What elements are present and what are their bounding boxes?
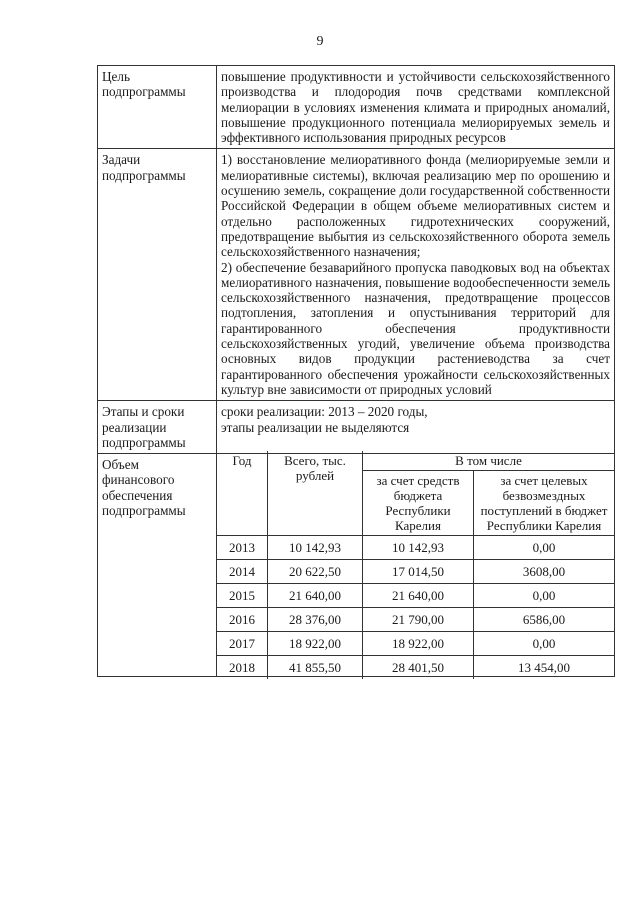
total-cell: 18 922,00 <box>268 632 363 656</box>
year-cell: 2014 <box>217 560 268 584</box>
tasks-content <box>217 149 615 401</box>
table-row <box>217 584 614 608</box>
grants-cell: 0,00 <box>474 584 615 608</box>
financing-table <box>217 451 614 679</box>
table-row <box>217 536 614 560</box>
task-item-1: 1) восстановление мелиоративного фонда (мелиорируемые земли и мелиоративные системы), включая реализацию мер по орошению и осушению земель, сокращение доли государственной собственности Российской Федерации в общем объеме мелиоративных систем и отдельно расположенных гидротехнических сооружений, предотвращение выбытия из сельскохозяйственного оборота земель сельскохозяйственного назначения; <box>221 152 610 260</box>
table-row <box>217 632 614 656</box>
budget-cell: 28 401,50 <box>363 656 474 680</box>
header-grants: за счет целевых безвозмездных поступлений в бюджет Республики Карелия <box>474 471 615 536</box>
page-number: 9 <box>316 34 324 49</box>
table-row <box>217 656 614 680</box>
financing-row <box>98 454 615 677</box>
stages-row <box>98 401 615 454</box>
budget-cell: 21 790,00 <box>363 608 474 632</box>
stages-label: Этапы и сроки реализации подпрограммы <box>98 401 217 454</box>
header-year: Год <box>217 451 268 536</box>
budget-cell: 21 640,00 <box>363 584 474 608</box>
header-budget: за счет средств бюджета Республики Карелия <box>363 471 474 536</box>
goal-text: повышение продуктивности и устойчивости сельскохозяйственного производства и плодородия почв средствами комплексной мелиорации в условиях изменения климата и природных аномалий, повышение продукционного потенциала мелиорируемых земель и эффективного использования природных ресурсов <box>217 66 615 149</box>
total-cell: 20 622,50 <box>268 560 363 584</box>
financing-cell <box>217 454 615 677</box>
goal-row <box>98 66 615 149</box>
passport-table <box>97 65 615 677</box>
year-cell: 2013 <box>217 536 268 560</box>
total-cell: 10 142,93 <box>268 536 363 560</box>
table-row <box>217 608 614 632</box>
grants-cell: 13 454,00 <box>474 656 615 680</box>
budget-cell: 10 142,93 <box>363 536 474 560</box>
tasks-row <box>98 149 615 401</box>
task-item-2: 2) обеспечение безаварийного пропуска паводковых вод на объектах мелиоративного назначения, повышение водообеспеченности земель сельскохозяйственного назначения, предотвращение процессов подтопления, затопления и опустынивания территорий для гарантированного обеспечения продуктивности сельскохозяйственных угодий, увеличение объема производства основных видов продукции растениеводства за счет гарантированного обеспечения урожайности сельскохозяйственных культур вне зависимости от природных условий <box>221 259 610 397</box>
year-cell: 2016 <box>217 608 268 632</box>
stages-period: сроки реализации: 2013 – 2020 годы, <box>221 404 428 420</box>
stages-content <box>217 401 615 454</box>
tasks-label: Задачи подпрограммы <box>98 149 217 401</box>
year-cell: 2015 <box>217 584 268 608</box>
total-cell: 21 640,00 <box>268 584 363 608</box>
header-total: Всего, тыс. рублей <box>268 451 363 536</box>
grants-cell: 3608,00 <box>474 560 615 584</box>
grants-cell: 0,00 <box>474 632 615 656</box>
table-row <box>217 560 614 584</box>
budget-cell: 17 014,50 <box>363 560 474 584</box>
year-cell: 2017 <box>217 632 268 656</box>
budget-cell: 18 922,00 <box>363 632 474 656</box>
total-cell: 41 855,50 <box>268 656 363 680</box>
grants-cell: 0,00 <box>474 536 615 560</box>
total-cell: 28 376,00 <box>268 608 363 632</box>
grants-cell: 6586,00 <box>474 608 615 632</box>
financing-label: Объем финансового обеспечения подпрограммы <box>98 454 217 677</box>
year-cell: 2018 <box>217 656 268 680</box>
goal-label: Цель подпрограммы <box>98 66 217 149</box>
stages-note: этапы реализации не выделяются <box>221 419 410 435</box>
header-including: В том числе <box>363 451 615 471</box>
